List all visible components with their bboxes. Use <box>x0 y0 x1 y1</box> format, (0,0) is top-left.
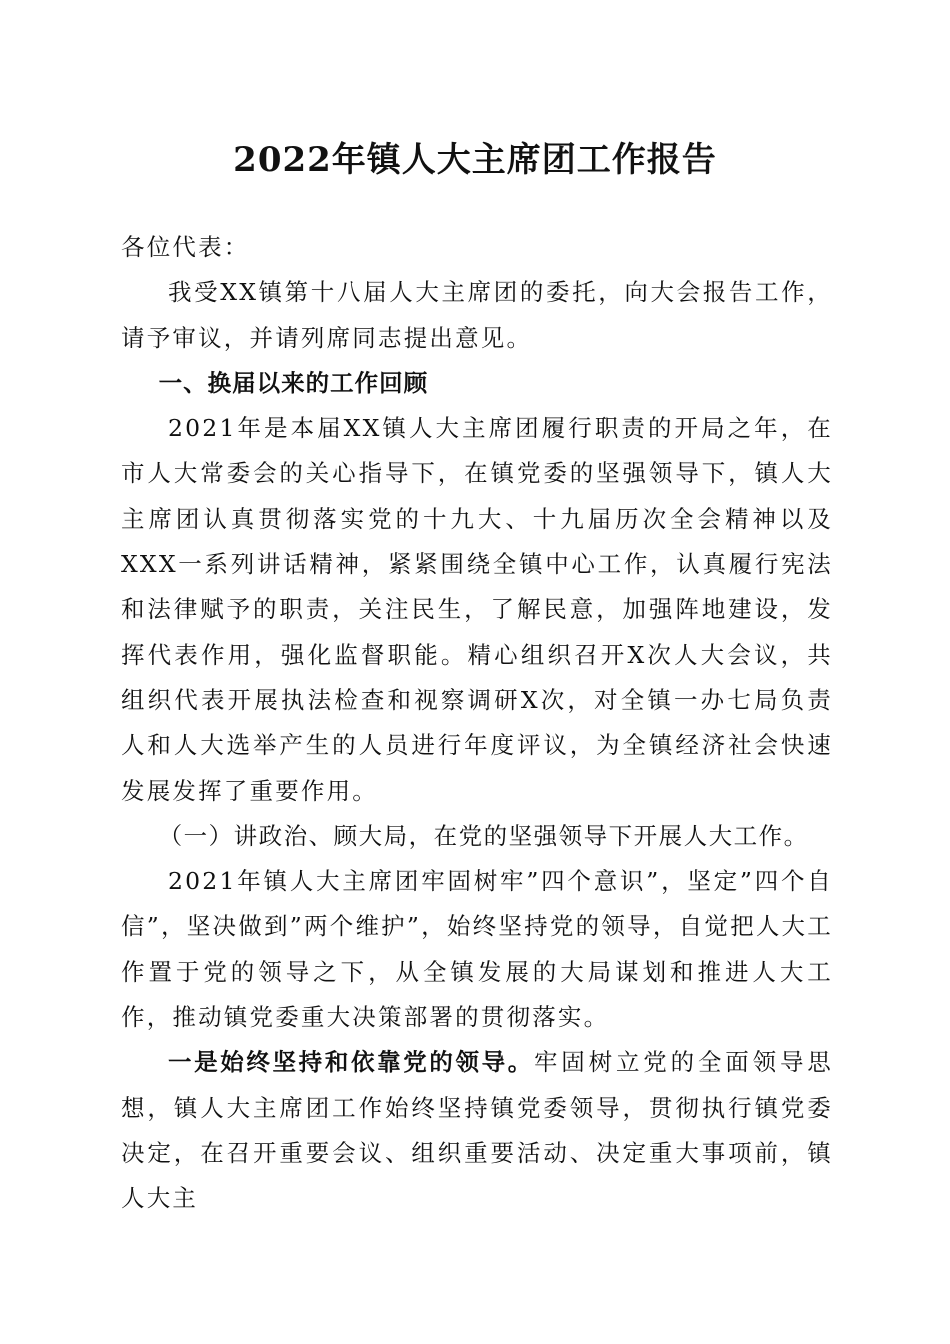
work-review-paragraph: 2021年是本届XX镇人大主席团履行职责的开局之年，在市人大常委会的关心指导下，在镇党委的坚强领导下，镇人大主席团认真贯彻落实党的十九大、十九届历次全会精神以及XXX一系列讲话精神，紧紧围绕全镇中心工作，认真履行宪法和法律赋予的职责，关注民生，了解民意，加强阵地建设，发挥代表作用，强化监督职能。精心组织召开X次人大会议，共组织代表开展执法检查和视察调研X次，对全镇一办七局负责人和人大选举产生的人员进行年度评议，为全镇经济社会快速发展发挥了重要作用。 <box>121 414 833 805</box>
point-one-lead: 一是始终坚持和依靠党的领导。 <box>168 1048 534 1077</box>
point-one-text: 牢固树立党的全面领导思想，镇人大主席团工作始终坚持镇党委领导，贯彻执行镇党委决定，在召开重要会议、组织重要活动、决定重大事项前，镇人大主 <box>121 1048 834 1213</box>
salutation: 各位代表： <box>121 233 250 261</box>
document-body <box>121 225 833 1222</box>
point-one-paragraph <box>121 1040 833 1221</box>
politics-paragraph: 2021年镇人大主席团牢固树牢”四个意识”，坚定”四个自信”，坚决做到”两个维护”，始终坚持党的领导，自觉把人大工作置于党的领导之下，从全镇发展的大局谋划和推进人大工作，推动镇党委重大决策部署的贯彻落实。 <box>121 867 833 1032</box>
subsection-heading-politics: （一）讲政治、顾大局，在党的坚强领导下开展人大工作。 <box>158 821 809 850</box>
document-title: 2022年镇人大主席团工作报告 <box>233 140 717 180</box>
section-heading-work-review: 一、换届以来的工作回顾 <box>158 368 429 397</box>
intro-paragraph: 我受XX镇第十八届人大主席团的委托，向大会报告工作，请予审议，并请列席同志提出意见。 <box>121 278 833 352</box>
